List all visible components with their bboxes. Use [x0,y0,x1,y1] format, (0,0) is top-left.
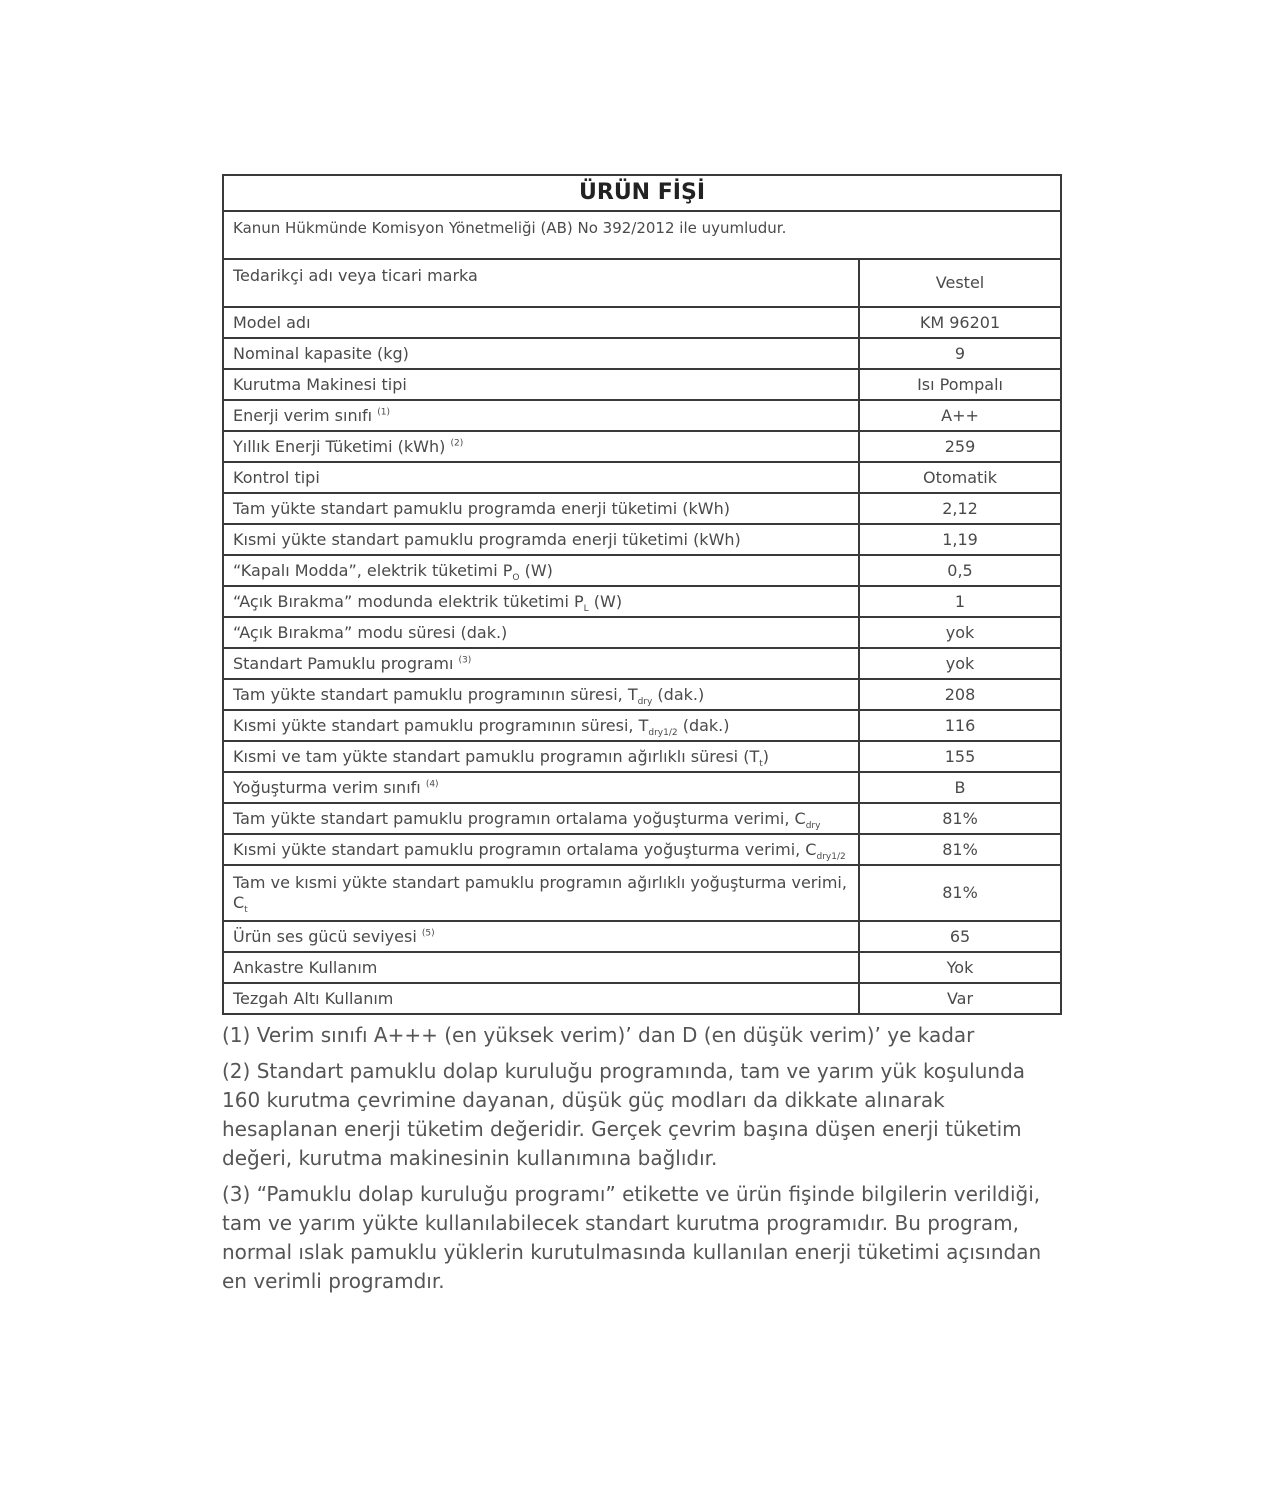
footnote-3: (3) “Pamuklu dolap kuruluğu programı” etikette ve ürün fişinde bilgilerin verildiği, tam ve yarım yükte kullanılabilecek standart kurutma programıdır. Bu program, normal ıslak pamuklu yüklerin kurutulmasında kullanılan enerji tüketimi açısından en verimli programdır. [222,1182,1042,1293]
spec-label-text: Kısmi ve tam yükte standart pamuklu programın ağırlıklı süresi (T [233,746,760,766]
footnote-1: (1) Verim sınıfı A+++ (en yüksek verim)’ dan D (en düşük verim)’ ye kadar [222,1023,975,1047]
spec-value: 1 [859,586,1061,617]
spec-label-text: Nominal kapasite (kg) [233,343,409,363]
spec-label-text: Ürün ses gücü seviyesi [233,926,417,946]
spec-label-text: “Açık Bırakma” modunda elektrik tüketimi P [233,591,584,611]
title-row [223,175,1061,211]
spec-label [223,493,859,524]
product-fiche [222,174,1060,1303]
regulation-text: Kanun Hükmünde Komisyon Yönetmeliği (AB) No 392/2012 ile uyumludur. [223,211,1061,259]
spec-label [223,555,859,586]
spec-row [223,493,1061,524]
spec-label-subscript: O [512,572,520,583]
spec-label [223,431,859,462]
spec-value: Isı Pompalı [859,369,1061,400]
spec-label-text: Model adı [233,312,311,332]
spec-label [223,586,859,617]
spec-label-text: Tam yükte standart pamuklu programının süresi, T [233,684,638,704]
footnote-2: (2) Standart pamuklu dolap kuruluğu programında, tam ve yarım yük koşulunda 160 kurutma çevrimine dayanan, düşük güç modları da dikkate alınarak hesaplanan enerji tüketim değeridir. Gerçek çevrim başına düşen enerji tüketim değeri, kurutma makinesinin kullanımına bağlıdır. [222,1059,1026,1170]
spec-label-text: Kurutma Makinesi tipi [233,374,407,394]
spec-label-subscript: dry [805,820,821,831]
spec-label [223,834,859,865]
spec-label-text: Tezgah Altı Kullanım [233,988,394,1008]
spec-label-subscript: dry [637,696,653,707]
spec-row [223,834,1061,865]
spec-label-symbol: C [233,893,245,912]
spec-label-footnote-ref: (1) [377,407,390,418]
supplier-label: Tedarikçi adı veya ticari marka [223,259,859,307]
spec-value: 0,5 [859,555,1061,586]
spec-row [223,679,1061,710]
spec-label-suffix: ) [762,746,769,766]
spec-row [223,462,1061,493]
spec-value: B [859,772,1061,803]
spec-label-text: Kısmi yükte standart pamuklu programının süresi, T [233,715,649,735]
spec-value: 155 [859,741,1061,772]
spec-row [223,803,1061,834]
spec-row [223,586,1061,617]
spec-value: 2,12 [859,493,1061,524]
spec-label [223,462,859,493]
spec-row-weighted-efficiency [223,865,1061,921]
spec-label [223,710,859,741]
spec-label [223,952,859,983]
spec-label-footnote-ref: (5) [421,928,435,939]
spec-label-footnote-ref: (2) [450,438,464,449]
spec-label-text: Kısmi yükte standart pamuklu programın ortalama yoğuşturma verimi, C [233,839,817,859]
spec-label-text: “Açık Bırakma” modu süresi (dak.) [233,622,508,642]
spec-label-subscript: dry1/2 [816,851,846,862]
spec-label [223,338,859,369]
spec-label-text: Tam yükte standart pamuklu programın ortalama yoğuşturma verimi, C [233,808,806,828]
spec-label-text: “Kapalı Modda”, elektrik tüketimi P [233,560,513,580]
spec-label-text: Yoğuşturma verim sınıfı [233,777,421,797]
spec-label-suffix: (W) [588,591,623,611]
regulation-row [223,211,1061,259]
spec-row [223,983,1061,1014]
spec-label-text: Standart Pamuklu programı [233,653,454,673]
spec-label [223,617,859,648]
spec-value: 116 [859,710,1061,741]
spec-label [223,741,859,772]
spec-value: 9 [859,338,1061,369]
spec-label-footnote-ref: (3) [458,655,472,666]
spec-label [223,921,859,952]
spec-label-text: Tam yükte standart pamuklu programda enerji tüketimi (kWh) [233,498,730,518]
spec-label [223,369,859,400]
spec-row [223,431,1061,462]
spec-label-text: Kontrol tipi [233,467,320,487]
spec-label [223,679,859,710]
supplier-row [223,259,1061,307]
spec-label [223,772,859,803]
spec-value: 65 [859,921,1061,952]
product-fiche-table [222,174,1062,1015]
spec-row [223,772,1061,803]
spec-label [223,400,859,431]
spec-label [223,648,859,679]
spec-row [223,400,1061,431]
spec-label-suffix: (W) [519,560,553,580]
spec-label [223,524,859,555]
spec-label-subscript: dry1/2 [648,727,678,738]
spec-label [223,865,859,921]
supplier-value: Vestel [859,259,1061,307]
spec-value: Yok [859,952,1061,983]
spec-value: KM 96201 [859,307,1061,338]
footnotes [222,1021,1060,1296]
spec-row [223,307,1061,338]
spec-label-suffix: (dak.) [652,684,705,704]
spec-row [223,555,1061,586]
spec-row [223,524,1061,555]
spec-label-subscript: L [583,603,589,614]
spec-label-suffix: (dak.) [677,715,730,735]
spec-value: A++ [859,400,1061,431]
spec-row [223,369,1061,400]
spec-label-footnote-ref: (4) [425,779,439,790]
spec-value: 81% [859,834,1061,865]
spec-label [223,307,859,338]
spec-value: 81% [859,865,1061,921]
fiche-title: ÜRÜN FİŞİ [223,175,1061,211]
spec-label-text: Tam ve kısmi yükte standart pamuklu programın ağırlıklı yoğuşturma verimi, [233,873,847,892]
spec-row [223,952,1061,983]
spec-value: yok [859,617,1061,648]
spec-value: Otomatik [859,462,1061,493]
spec-label [223,983,859,1014]
spec-value: 259 [859,431,1061,462]
spec-label-subscript: t [244,905,248,916]
spec-row [223,710,1061,741]
spec-label [223,803,859,834]
spec-value: 81% [859,803,1061,834]
spec-value: 1,19 [859,524,1061,555]
spec-value: yok [859,648,1061,679]
spec-row [223,921,1061,952]
spec-label-text: Enerji verim sınıfı [233,405,373,425]
spec-row [223,617,1061,648]
spec-label-text: Yıllık Enerji Tüketimi (kWh) [233,436,446,456]
spec-row [223,741,1061,772]
spec-value: Var [859,983,1061,1014]
spec-value: 208 [859,679,1061,710]
spec-label-subscript: t [759,758,763,769]
spec-label-text: Kısmi yükte standart pamuklu programda enerji tüketimi (kWh) [233,529,741,549]
spec-label-text: Ankastre Kullanım [233,957,378,977]
spec-row [223,648,1061,679]
spec-row [223,338,1061,369]
